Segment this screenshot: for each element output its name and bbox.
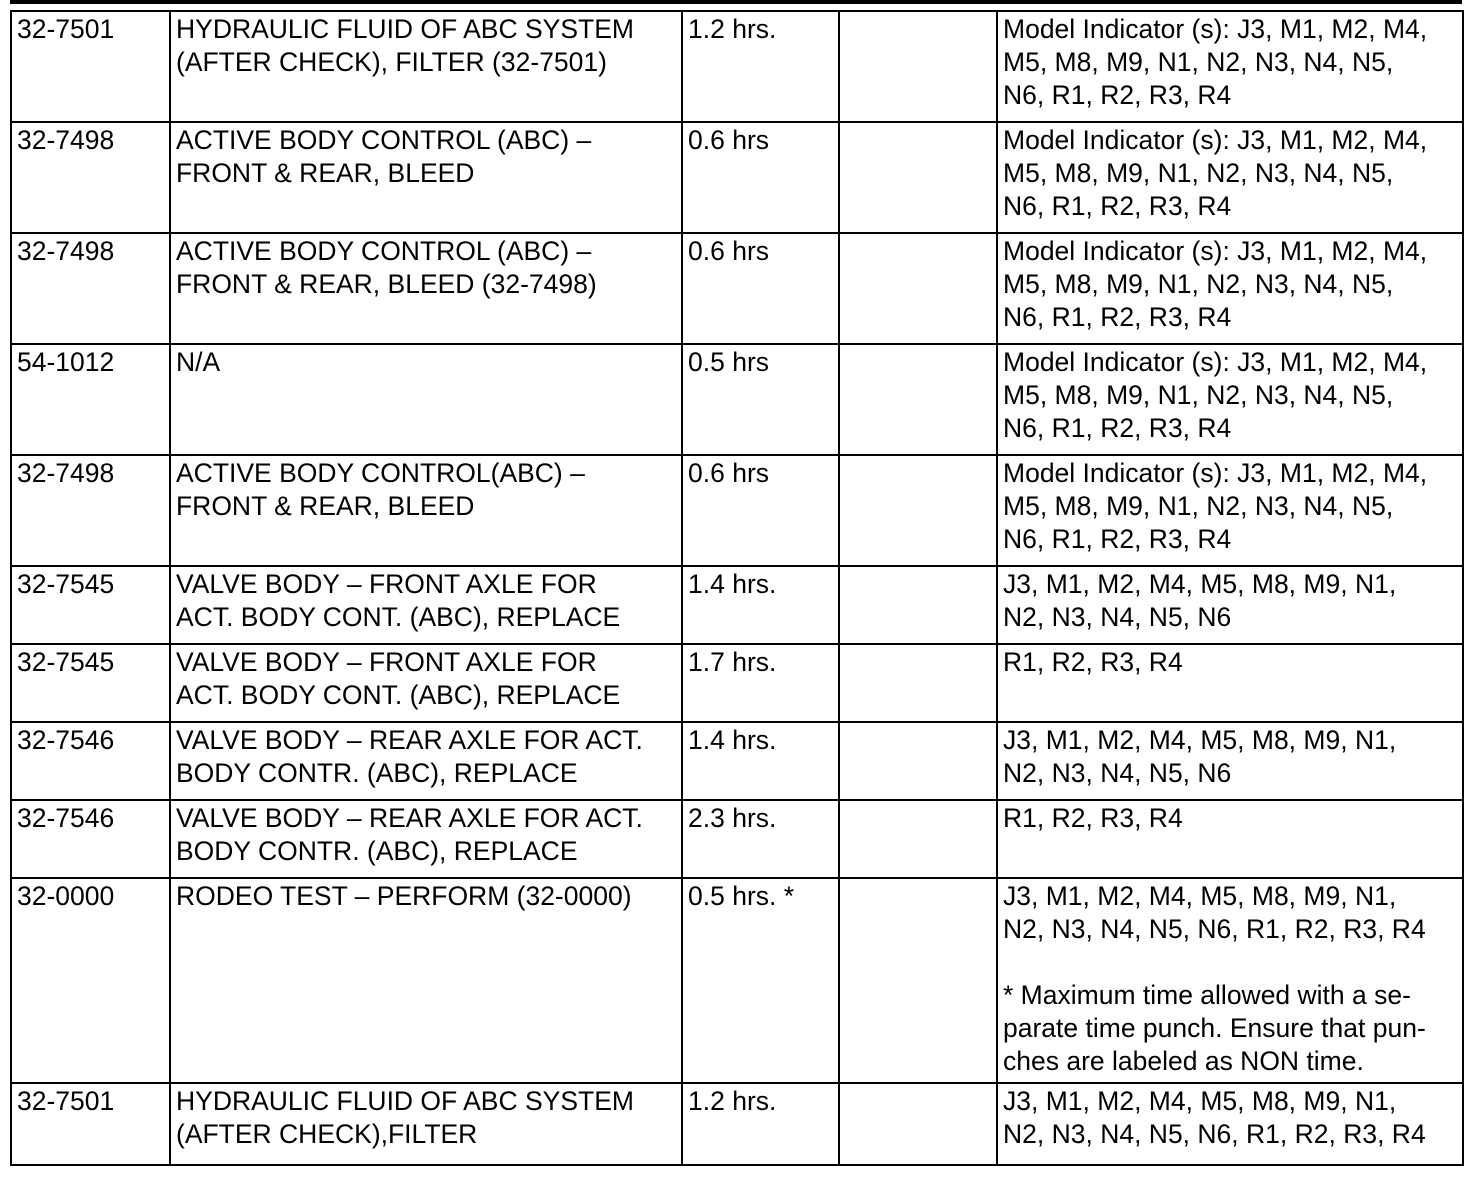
- description-cell: VALVE BODY – REAR AXLE FOR ACT. BODY CONTR. (ABC), REPLACE: [170, 722, 682, 800]
- description-cell: RODEO TEST – PERFORM (32-0000): [170, 878, 682, 1083]
- empty-cell: [839, 878, 997, 1083]
- description-cell: VALVE BODY – REAR AXLE FOR ACT. BODY CONTR. (ABC), REPLACE: [170, 800, 682, 878]
- empty-cell: [839, 11, 997, 122]
- labor-time-cell: 0.5 hrs: [682, 344, 839, 455]
- footnote-text: * Maximum time allowed with a se- parate time punch. Ensure that pun- ches are labeled as NON time.: [1003, 980, 1426, 1076]
- description-cell: VALVE BODY – FRONT AXLE FOR ACT. BODY CONT. (ABC), REPLACE: [170, 566, 682, 644]
- empty-cell: [839, 800, 997, 878]
- model-indicator-cell: Model Indicator (s): J3, M1, M2, M4, M5, M8, M9, N1, N2, N3, N4, N5, N6, R1, R2, R3, R4: [997, 122, 1463, 233]
- empty-cell: [839, 644, 997, 722]
- model-indicator-cell: Model Indicator (s): J3, M1, M2, M4, M5, M8, M9, N1, N2, N3, N4, N5, N6, R1, R2, R3, R4: [997, 455, 1463, 566]
- operation-number-cell: 32-7501: [11, 11, 170, 122]
- table-row: [11, 344, 1463, 455]
- model-indicator-cell: R1, R2, R3, R4: [997, 644, 1463, 722]
- labor-time-cell: 1.2 hrs.: [682, 11, 839, 122]
- labor-time-cell: 0.5 hrs. *: [682, 878, 839, 1083]
- table-row: [11, 122, 1463, 233]
- labor-time-cell: 0.6 hrs: [682, 233, 839, 344]
- operation-number-cell: 32-7546: [11, 800, 170, 878]
- labor-time-cell: 1.4 hrs.: [682, 566, 839, 644]
- description-cell: HYDRAULIC FLUID OF ABC SYSTEM (AFTER CHECK),FILTER: [170, 1083, 682, 1165]
- empty-cell: [839, 122, 997, 233]
- description-cell: HYDRAULIC FLUID OF ABC SYSTEM (AFTER CHECK), FILTER (32-7501): [170, 11, 682, 122]
- description-cell: VALVE BODY – FRONT AXLE FOR ACT. BODY CONT. (ABC), REPLACE: [170, 644, 682, 722]
- labor-time-cell: 1.4 hrs.: [682, 722, 839, 800]
- empty-cell: [839, 566, 997, 644]
- table-row: [11, 455, 1463, 566]
- table-row: [11, 800, 1463, 878]
- table-row: [11, 722, 1463, 800]
- model-indicator-cell: J3, M1, M2, M4, M5, M8, M9, N1, N2, N3, N4, N5, N6, R1, R2, R3, R4: [997, 1083, 1463, 1165]
- operation-number-cell: 32-7545: [11, 566, 170, 644]
- operation-number-cell: 32-7546: [11, 722, 170, 800]
- labor-operations-table: [10, 10, 1464, 1166]
- model-indicator-cell: J3, M1, M2, M4, M5, M8, M9, N1, N2, N3, N4, N5, N6: [997, 722, 1463, 800]
- labor-time-cell: 1.2 hrs.: [682, 1083, 839, 1165]
- empty-cell: [839, 344, 997, 455]
- table-row: [11, 644, 1463, 722]
- description-cell: ACTIVE BODY CONTROL(ABC) – FRONT & REAR, BLEED: [170, 455, 682, 566]
- model-indicator-cell: J3, M1, M2, M4, M5, M8, M9, N1, N2, N3, N4, N5, N6: [997, 566, 1463, 644]
- model-indicator-cell: Model Indicator (s): J3, M1, M2, M4, M5, M8, M9, N1, N2, N3, N4, N5, N6, R1, R2, R3, R4: [997, 11, 1463, 122]
- operation-number-cell: 32-0000: [11, 878, 170, 1083]
- description-cell: N/A: [170, 344, 682, 455]
- empty-cell: [839, 722, 997, 800]
- operation-number-cell: 32-7498: [11, 122, 170, 233]
- labor-time-cell: 0.6 hrs: [682, 455, 839, 566]
- operation-number-cell: 54-1012: [11, 344, 170, 455]
- table-row: [11, 566, 1463, 644]
- empty-cell: [839, 233, 997, 344]
- table-row: [11, 1083, 1463, 1165]
- operation-number-cell: 32-7498: [11, 233, 170, 344]
- table-row: [11, 878, 1463, 1083]
- model-indicator-cell: R1, R2, R3, R4: [997, 800, 1463, 878]
- model-indicator-cell: Model Indicator (s): J3, M1, M2, M4, M5, M8, M9, N1, N2, N3, N4, N5, N6, R1, R2, R3, R4: [997, 344, 1463, 455]
- table-row: [11, 11, 1463, 122]
- description-cell: ACTIVE BODY CONTROL (ABC) – FRONT & REAR, BLEED: [170, 122, 682, 233]
- description-cell: ACTIVE BODY CONTROL (ABC) – FRONT & REAR, BLEED (32-7498): [170, 233, 682, 344]
- operation-number-cell: 32-7498: [11, 455, 170, 566]
- labor-time-cell: 1.7 hrs.: [682, 644, 839, 722]
- table-row: [11, 233, 1463, 344]
- empty-cell: [839, 455, 997, 566]
- empty-cell: [839, 1083, 997, 1165]
- operation-number-cell: 32-7501: [11, 1083, 170, 1165]
- labor-time-cell: 2.3 hrs.: [682, 800, 839, 878]
- model-indicator-cell: Model Indicator (s): J3, M1, M2, M4, M5, M8, M9, N1, N2, N3, N4, N5, N6, R1, R2, R3, R4: [997, 233, 1463, 344]
- model-indicator-cell: J3, M1, M2, M4, M5, M8, M9, N1, N2, N3, N4, N5, N6, R1, R2, R3, R4 * Maximum time allowed with a se- parate time punch. Ensure that pun- ches are labeled as NON time.: [997, 878, 1463, 1083]
- labor-time-cell: 0.6 hrs: [682, 122, 839, 233]
- top-rule: [10, 0, 1462, 4]
- operation-number-cell: 32-7545: [11, 644, 170, 722]
